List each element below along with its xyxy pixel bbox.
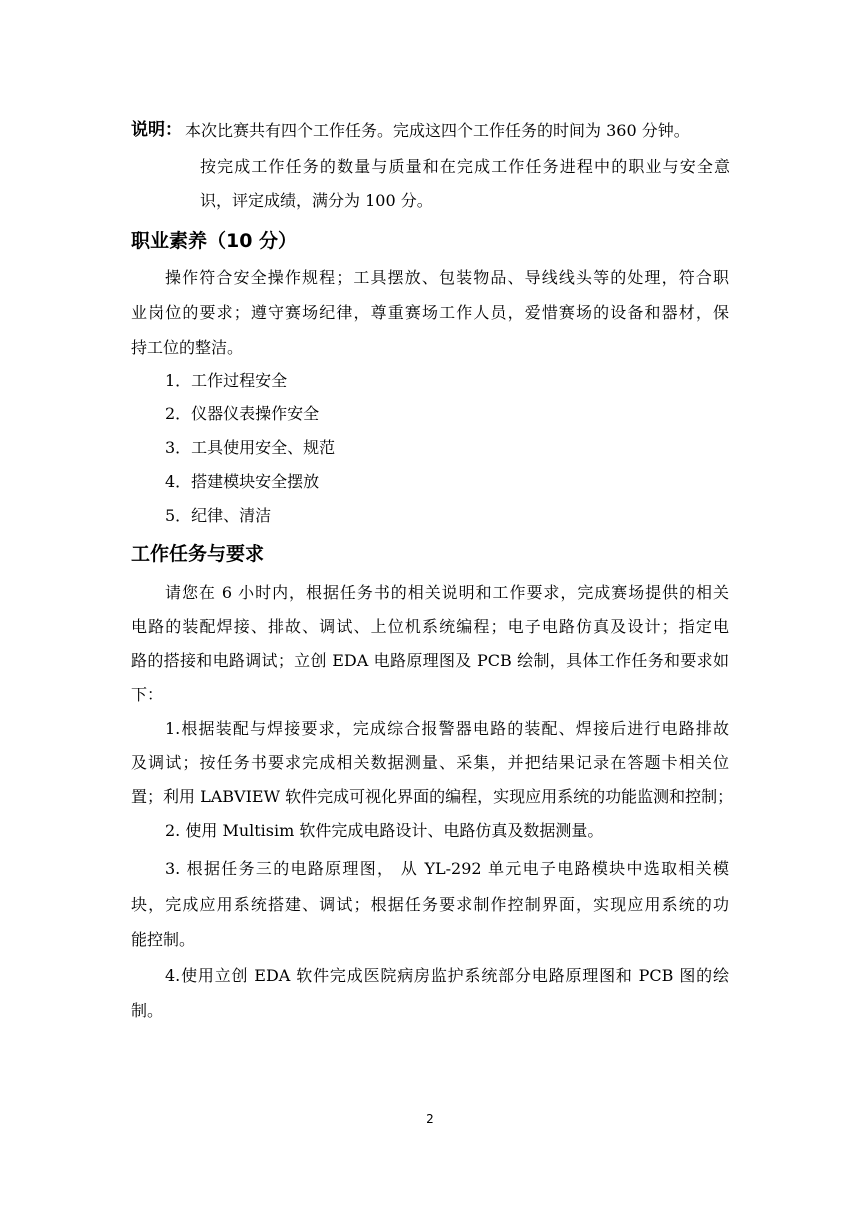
- note-line-2: 按完成工作任务的数量与质量和在完成工作任务进程中的职业与安全意: [200, 157, 730, 176]
- task-1-line: 置；利用 LABVIEW 软件完成可视化界面的编程，实现应用系统的功能监测和控制；: [131, 787, 734, 806]
- note-line-3: 识，评定成绩，满分为 100 分。: [200, 191, 433, 210]
- list-item: 1．工作过程安全: [165, 371, 288, 390]
- section-heading-professional: 职业素养（10 分）: [131, 230, 298, 252]
- task-4-line: 制。: [131, 1001, 164, 1020]
- tasks-intro-line: 路的搭接和电路调试；立创 EDA 电路原理图及 PCB 绘制，具体工作任务和要求如: [131, 651, 729, 670]
- tasks-intro-line: 下：: [131, 685, 164, 704]
- task-1-line: 及调试；按任务书要求完成相关数据测量、采集，并把结果记录在答题卡相关位: [131, 753, 729, 772]
- section-heading-tasks: 工作任务与要求: [131, 543, 265, 565]
- tasks-intro-line: 请您在 6 小时内，根据任务书的相关说明和工作要求，完成赛场提供的相关: [165, 583, 729, 602]
- task-3-line: 3. 根据任务三的电路原理图， 从 YL-292 单元电子电路模块中选取相关模: [165, 859, 729, 878]
- professional-paragraph-line: 持工位的整洁。: [131, 338, 244, 357]
- note-line-1: 本次比赛共有四个工作任务。完成这四个工作任务的时间为 360 分钟。: [185, 121, 690, 140]
- professional-paragraph-line: 操作符合安全操作规程；工具摆放、包装物品、导线线头等的处理，符合职: [165, 268, 729, 287]
- page-number: 2: [426, 1112, 434, 1126]
- professional-paragraph-line: 业岗位的要求；遵守赛场纪律，尊重赛场工作人员，爱惜赛场的设备和器材，保: [131, 303, 729, 322]
- task-4-line: 4.使用立创 EDA 软件完成医院病房监护系统部分电路原理图和 PCB 图的绘: [165, 966, 729, 985]
- tasks-intro-line: 电路的装配焊接、排故、调试、上位机系统编程；电子电路仿真及设计；指定电: [131, 617, 729, 636]
- task-3-line: 能控制。: [131, 930, 196, 949]
- list-item: 3．工具使用安全、规范: [165, 438, 336, 457]
- note-label: 说明：: [131, 120, 182, 140]
- task-2-line: 2. 使用 Multisim 软件完成电路设计、电路仿真及数据测量。: [165, 821, 604, 840]
- task-1-line: 1.根据装配与焊接要求，完成综合报警器电路的装配、焊接后进行电路排故: [165, 719, 729, 738]
- list-item: 4．搭建模块安全摆放: [165, 472, 320, 491]
- list-item: 2．仪器仪表操作安全: [165, 404, 320, 423]
- list-item: 5．纪律、清洁: [165, 506, 272, 525]
- task-3-line: 块，完成应用系统搭建、调试；根据任务要求制作控制界面，实现应用系统的功: [131, 895, 729, 914]
